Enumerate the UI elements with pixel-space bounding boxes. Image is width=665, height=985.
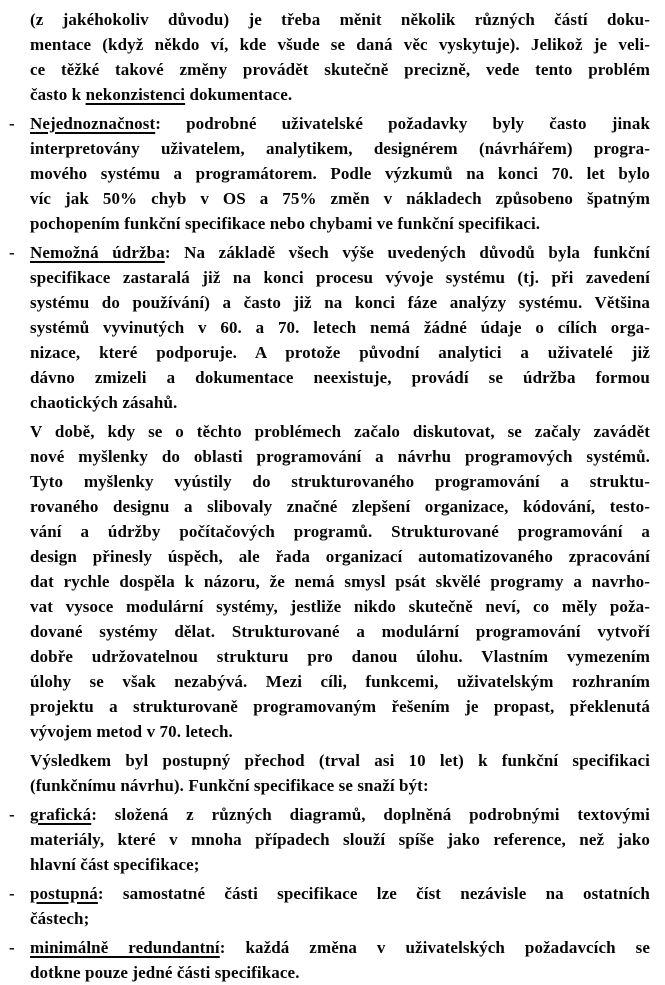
text-line: pochopením funkční specifikace nebo chybami ve funkční specifikaci.	[30, 214, 541, 233]
paragraph	[30, 748, 650, 798]
text-line: často k nekonzistenci dokumentace.	[30, 85, 293, 104]
text-line: systémů vyvinutých v 60. a 70. letech nemá žádné údaje o cílích orga-	[30, 318, 650, 337]
text-line: částech;	[30, 909, 90, 928]
text-line: (z jakéhokoliv důvodu) je třeba měnit několik různých částí doku-	[30, 10, 650, 29]
text-line: vat vysoce modulární systémy, jestliže nikdo skutečně neví, co měly poža-	[30, 597, 650, 616]
text-line: Výsledkem byl postupný přechod (trval asi 10 let) k funkční specifikaci	[30, 751, 650, 770]
bullet-dash-marker: -	[9, 938, 15, 957]
text-line: dávno zmizeli a dokumentace neexistuje, provádí se údržba formou	[30, 368, 650, 387]
paragraph	[30, 419, 650, 744]
underlined-term: grafická	[30, 805, 92, 824]
underlined-term: postupná	[30, 884, 98, 903]
text-line: mového systému a programátorem. Podle výzkumů na konci 70. let bylo	[30, 164, 650, 183]
bullet-dash-marker: -	[9, 243, 15, 262]
bullet-dash-marker: -	[9, 884, 15, 903]
underlined-term: Nemožná údržba	[30, 243, 165, 262]
bullet-item	[9, 111, 650, 236]
text-line: materiály, které v mnoha případech slouží spíše jako reference, než jako	[30, 830, 650, 849]
text-line: nové myšlenky do oblasti programování a návrhu programových systémů.	[30, 447, 650, 466]
text-line: nizace, které podporuje. A protože původní analytici a uživatelé již	[30, 343, 650, 362]
text-line: dotkne pouze jedné části specifikace.	[30, 963, 300, 982]
text-line: dobře udržovatelnou strukturu pro danou úlohu. Vlastním vymezením	[30, 647, 650, 666]
text-line: ce těžké takové změny provádět skutečně precizně, vede tento problém	[30, 60, 650, 79]
bullet-item	[9, 240, 650, 415]
bullet-item	[9, 881, 650, 931]
text-line: projektu a strukturovaně programovaným řešením je propast, překlenutá	[30, 697, 650, 716]
text-line: Nejednoznačnost: podrobné uživatelské požadavky byly často jinak	[30, 114, 650, 133]
text-line: specifikace zastaralá již na konci procesu vývoje systému (tj. při zavedení	[30, 268, 650, 287]
paragraph	[30, 7, 650, 107]
text-line: (funkčnímu návrhu). Funkční specifikace se snaží být:	[30, 776, 429, 795]
bullet-item	[9, 802, 650, 877]
underlined-term: nekonzistenci	[85, 85, 186, 104]
text-line: mentace (když někdo ví, kde všude se daná věc vyskytuje). Jelikož je veli-	[30, 35, 650, 54]
bullet-dash-marker: -	[9, 805, 15, 824]
text-line: hlavní část specifikace;	[30, 855, 200, 874]
text-line: Tyto myšlenky vyústily do strukturovaného programování a struktu-	[30, 472, 650, 491]
text-line: chaotických zásahů.	[30, 393, 178, 412]
text-line: dované systémy dělat. Strukturované a modulární programování vytvoří	[30, 622, 650, 641]
text-line: víc jak 50% chyb v OS a 75% změn v nákladech způsobeno špatným	[30, 189, 650, 208]
text-line: vání a údržby počítačových programů. Strukturované programování a	[30, 522, 650, 541]
text-line: úlohy se však nezabývá. Mezi cíli, funkcemi, uživatelským rozhraním	[30, 672, 650, 691]
text-line: minimálně redundantní: každá změna v uživatelských požadavcích se	[30, 938, 650, 957]
text-line: rovaného designu a slibovaly značné zlepšení organizace, kódování, testo-	[30, 497, 650, 516]
text-line: design přinesly úspěch, ale řada organizací automatizovaného zpracování	[30, 547, 650, 566]
underlined-term: minimálně redundantní	[30, 938, 220, 957]
text-line: systému do používání) a často již na konci fáze analýzy systému. Většina	[30, 293, 650, 312]
text-line: postupná: samostatné části specifikace lze číst nezávisle na ostatních	[30, 884, 650, 903]
bullet-dash-marker: -	[9, 114, 15, 133]
text-line: interpretovány uživatelem, analytikem, designérem (návrhářem) progra-	[30, 139, 650, 158]
text-line: grafická: složená z různých diagramů, doplněná podrobnými textovými	[30, 805, 650, 824]
text-line: V době, kdy se o těchto problémech začalo diskutovat, se začaly zavádět	[30, 422, 650, 441]
text-line: dat rychle dospěla k názoru, že nemá smysl psát skvělé programy a navrho-	[30, 572, 650, 591]
text-line: vývojem metod v 70. letech.	[30, 722, 233, 741]
text-line: Nemožná údržba: Na základě všech výše uvedených důvodů byla funkční	[30, 243, 650, 262]
underlined-term: Nejednoznačnost	[30, 114, 156, 133]
